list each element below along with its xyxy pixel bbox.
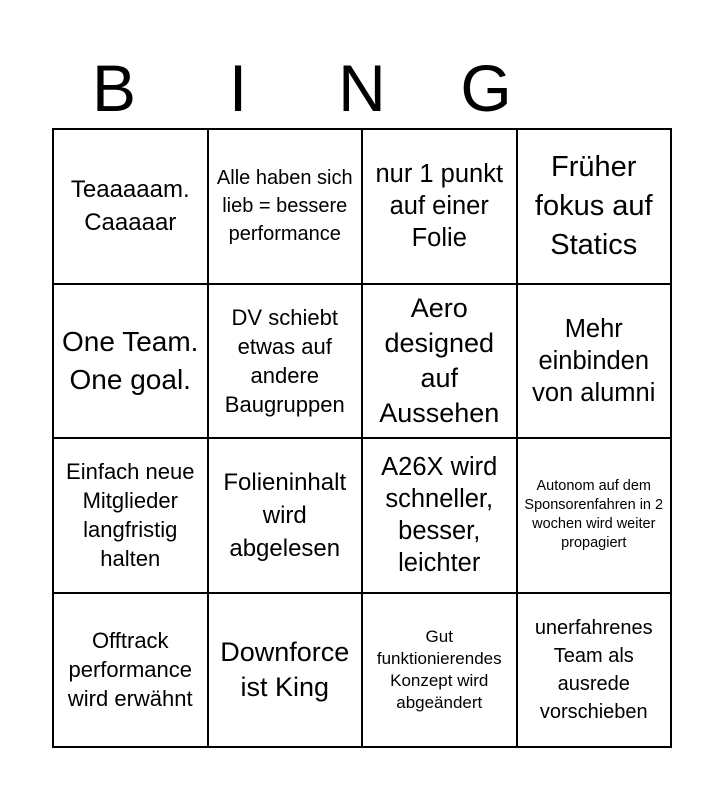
cell-text: Downforce ist King xyxy=(220,636,350,702)
cell-text: Offtrack performance wird erwähnt xyxy=(67,628,193,712)
cell-text: Aero designed auf Aussehen xyxy=(379,292,500,428)
cell-text: Teaaaaam. Caaaaar xyxy=(70,176,190,237)
cell-text: Folieninhalt wird abgelesen xyxy=(223,468,347,562)
bingo-cell-r4c2[interactable] xyxy=(209,594,364,749)
header-letter-g: G xyxy=(460,51,512,125)
bingo-cell-r4c1[interactable] xyxy=(54,594,209,749)
bingo-cell-r2c3[interactable] xyxy=(363,285,518,440)
header-letter-b: B xyxy=(91,51,137,125)
cell-text: DV schiebt etwas auf andere Baugruppen xyxy=(224,304,345,417)
bingo-cell-r4c4[interactable] xyxy=(518,594,673,749)
bingo-cell-r1c1[interactable] xyxy=(54,130,209,285)
cell-text: Alle haben sich lieb = bessere performance xyxy=(216,167,353,246)
bingo-cell-r4c3[interactable] xyxy=(363,594,518,749)
bingo-cell-r3c3[interactable] xyxy=(363,439,518,594)
cell-text: Autonom auf dem Sponsorenfahren in 2 wochen wird weiter propagiert xyxy=(524,478,664,552)
header-letter-i: I xyxy=(228,51,248,125)
header-letter-o xyxy=(548,50,672,126)
bingo-cell-r3c4[interactable] xyxy=(518,439,673,594)
bingo-cell-r1c2[interactable] xyxy=(209,130,364,285)
cell-text: unerfahrenes Team als ausrede vorschieben xyxy=(534,616,653,723)
cell-text: nur 1 punkt auf einer Folie xyxy=(375,160,504,253)
cell-text: A26X wird schneller, besser, leichter xyxy=(381,453,498,578)
cell-text: Früher fokus auf Statics xyxy=(534,150,653,261)
bingo-cell-r1c3[interactable] xyxy=(363,130,518,285)
bingo-cell-r2c2[interactable] xyxy=(209,285,364,440)
bingo-cell-r3c1[interactable] xyxy=(54,439,209,594)
bingo-header xyxy=(52,50,672,126)
header-letter-n: N xyxy=(338,51,386,125)
bingo-cell-r2c1[interactable] xyxy=(54,285,209,440)
bingo-cell-r3c2[interactable] xyxy=(209,439,364,594)
cell-text: Mehr einbinden von alumni xyxy=(532,314,656,407)
bingo-cell-r1c4[interactable] xyxy=(518,130,673,285)
cell-text: One Team. One goal. xyxy=(62,325,199,395)
bingo-cell-r2c4[interactable] xyxy=(518,285,673,440)
bingo-grid xyxy=(52,128,672,748)
cell-text: Gut funktionierendes Konzept wird abgeändert xyxy=(376,626,502,712)
cell-text: Einfach neue Mitglieder langfristig halten xyxy=(66,459,195,572)
